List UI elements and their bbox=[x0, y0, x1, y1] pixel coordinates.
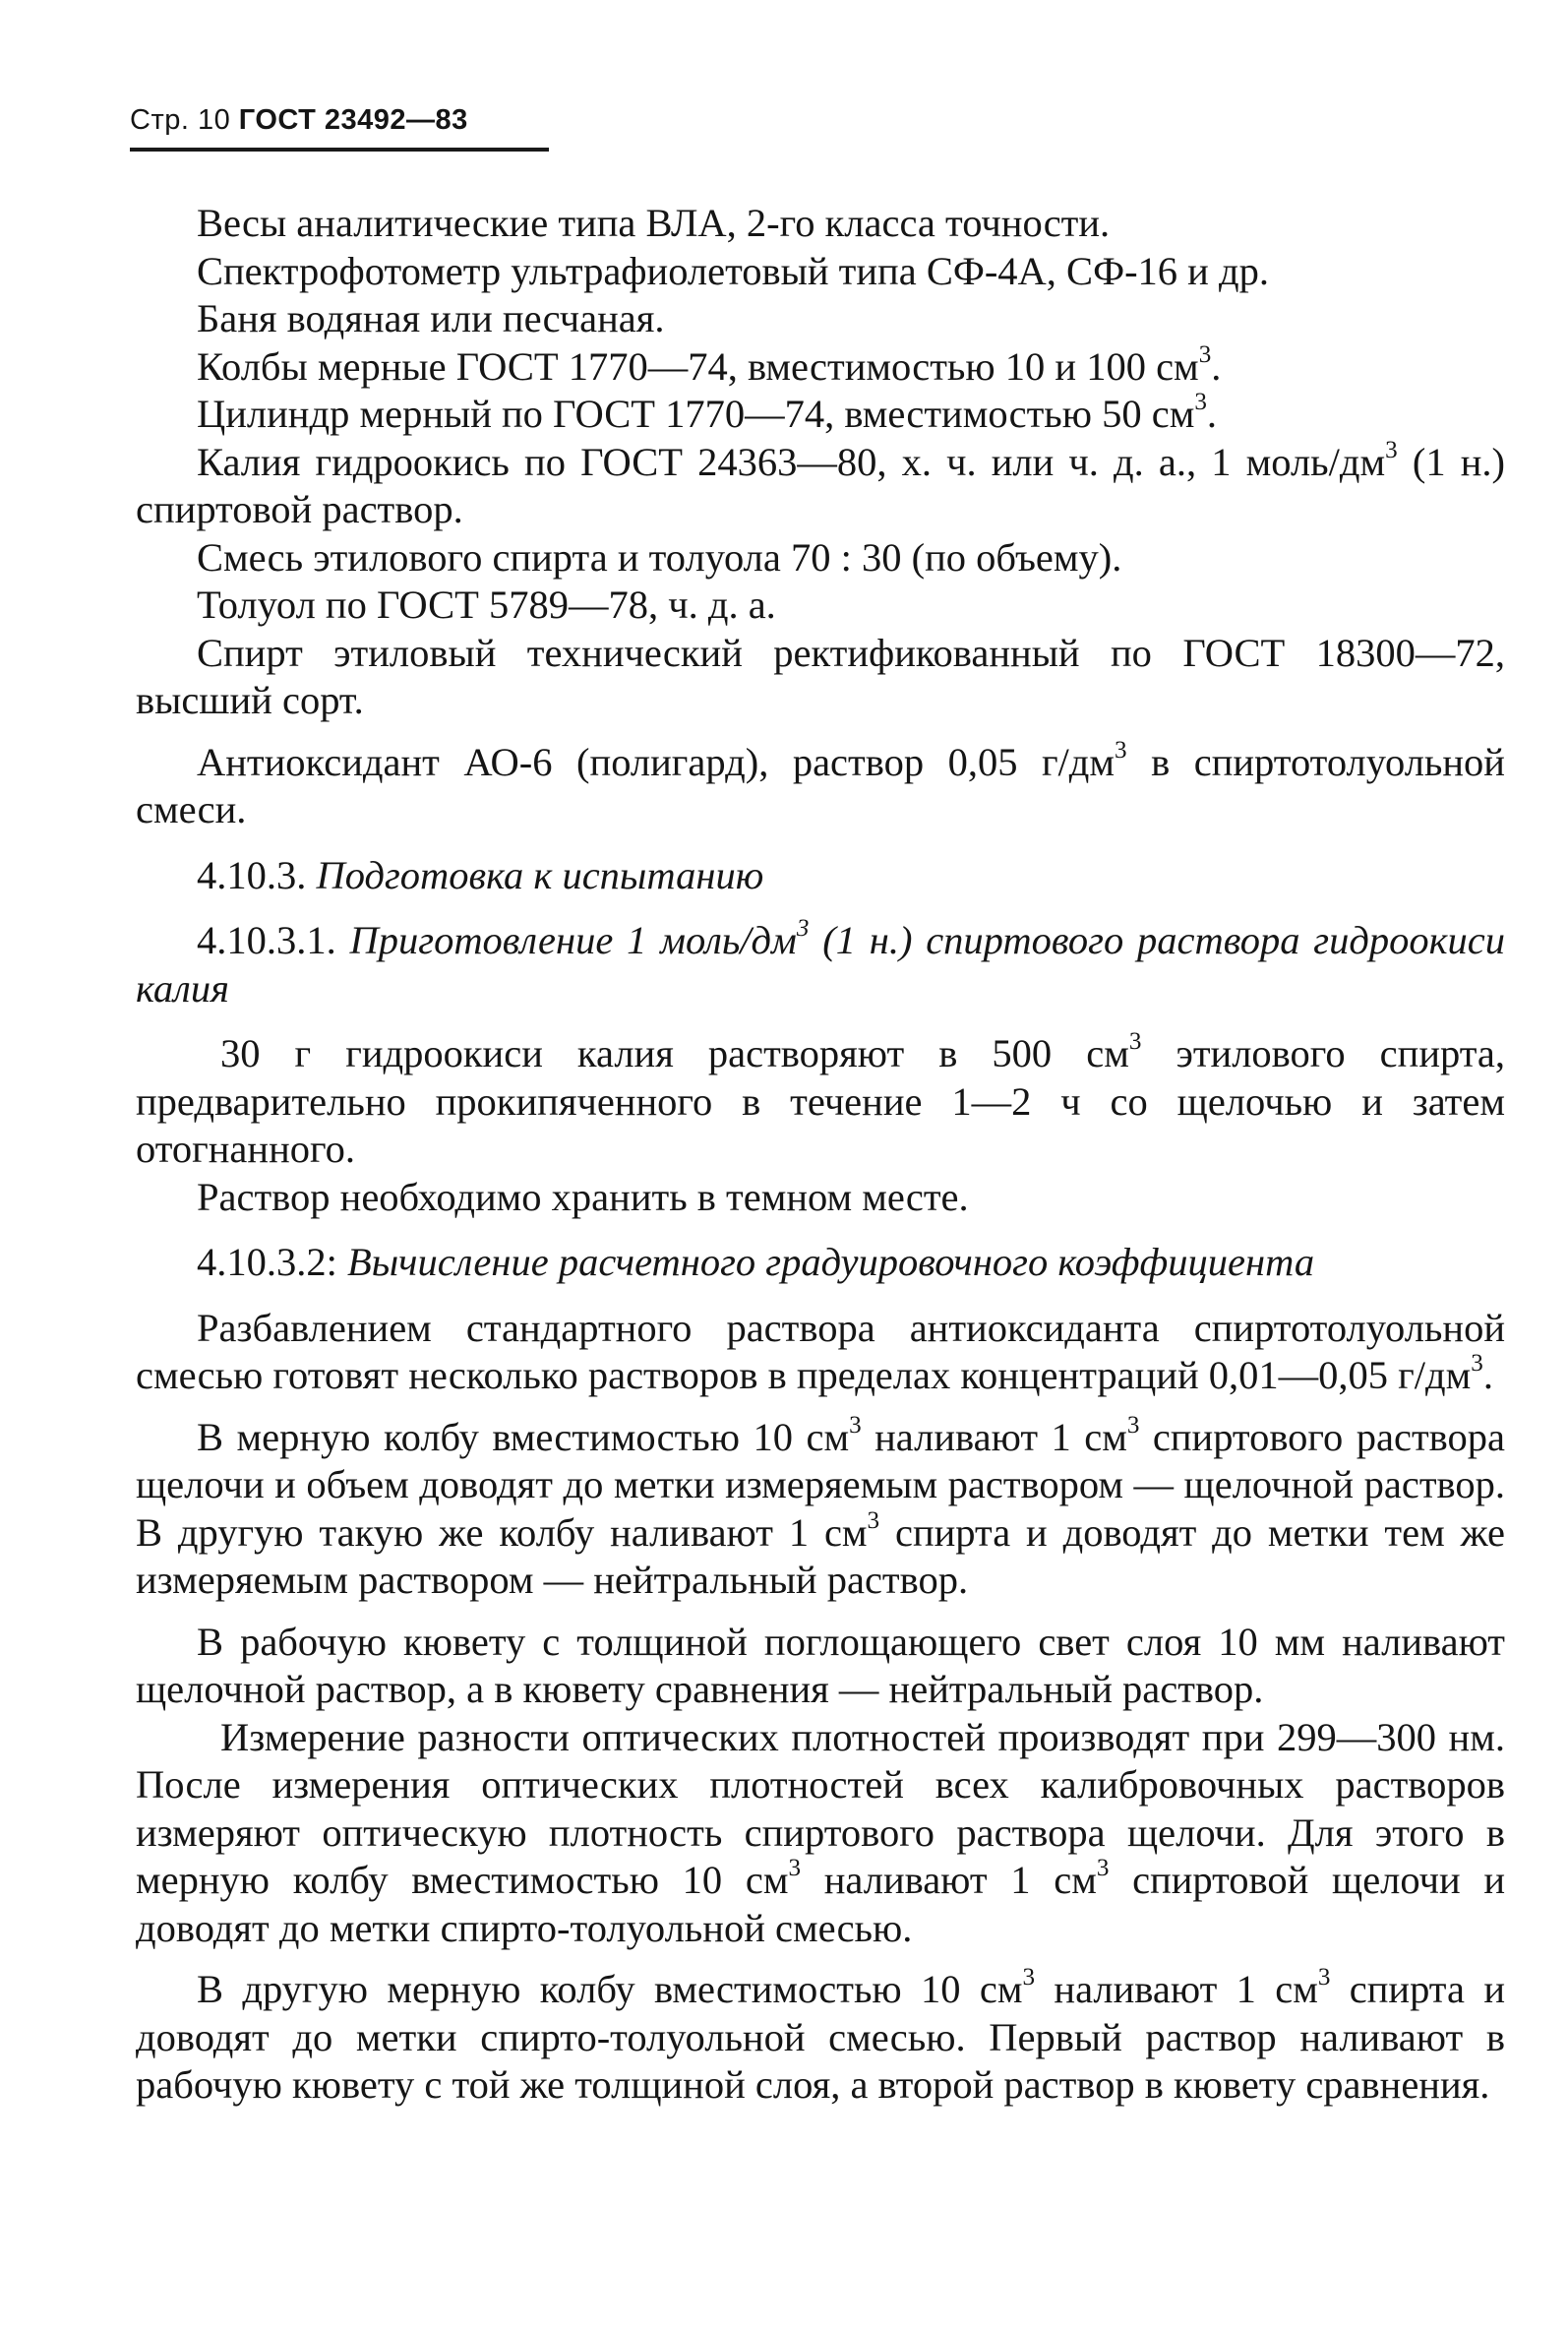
paragraph-measurement: Измерение разности оптических плотностей производят при 299—300 нм. После измерения оптических плотностей всех калибровочных растворов измеряют оптическую плотность спиртового раствора щелочи. Для этого в мерную колбу вместимостью 10 $см^3$ наливают 1 $см^3$ спиртовой щелочи и доводят до метки спирто-толуольной смесью. bbox=[136, 1714, 1506, 1950]
reagent-koh: Калия гидроокись по ГОСТ 24363—80, х. ч. или ч. д. а., 1 моль/$дм^3$ (1 н.) спиртовой раствор. bbox=[136, 436, 1505, 531]
document-body bbox=[136, 200, 1505, 2110]
reagent-scales: Весы аналитические типа ВЛА, 2-го класса точности. bbox=[197, 201, 1111, 245]
paragraph-dilution: Разбавлением стандартного раствора антиоксиданта спиртотолуольной смесью готовят несколько растворов в пределах концентраций 0,01—0,05 $г/дм^3$. bbox=[136, 1305, 1505, 1397]
reagent-spectrophotometer: Спектрофотометр ультрафиолетовый типа СФ-4А, СФ-16 и др. bbox=[197, 248, 1269, 293]
section-heading-4-10-3-1: 4.10.3.1. Приготовление 1 моль/$дм^3$ (1 н.) спиртового раствора гидроокиси калия bbox=[136, 914, 1505, 1011]
paragraph-second-flask: В другую мерную колбу вместимостью 10 $см^3$ наливают 1 $см^3$ спирта и доводят до метки спирто-толуольной смесью. Первый раствор наливают в рабочую кювету с той же толщиной слоя, а второй раствор в кювету сравнения. bbox=[136, 1963, 1506, 2107]
reagent-mixture: Смесь этилового спирта и толуола 70 : 30 (по объему). bbox=[197, 534, 1122, 580]
paragraph-flask-solutions: В мерную колбу вместимостью 10 $см^3$ наливают 1 $см^3$ спиртового раствора щелочи и объем доводят до метки измеряемым раствором — щелочной раствор. В другую такую же колбу наливают 1 $см^3$ спирта и доводят до метки тем же измеряемым раствором — нейтральный раствор. bbox=[136, 1411, 1505, 1602]
standard-number: ГОСТ 23492—83 bbox=[238, 104, 468, 136]
section-heading-4-10-3: 4.10.3. Подготовка к испытанию bbox=[197, 852, 764, 897]
reagent-ethanol: Спирт этиловый технический ректификованный по ГОСТ 18300—72, высший сорт. bbox=[136, 630, 1505, 722]
paragraph-koh-preparation: 30 г гидроокиси калия растворяют в 500 $см^3$ этилового спирта, предварительно прокипяченного в течение 1—2 ч со щелочью и затем отогнанного. bbox=[136, 1027, 1506, 1171]
header-rule bbox=[130, 148, 549, 152]
paragraph-cuvette: В рабочую кювету с толщиной поглощающего свет слоя 10 мм наливают щелочной раствор, а в кювету сравнения — нейтральный раствор. bbox=[136, 1619, 1505, 1711]
reagent-antioxidant: Антиоксидант АО-6 (полигард), раствор 0,05 $г/дм^3$ в спиртотолуольной смеси. bbox=[136, 736, 1505, 831]
reagent-toluene: Толуол по ГОСТ 5789—78, ч. д. а. bbox=[197, 582, 776, 627]
paragraph-storage: Раствор необходимо хранить в темном месте. bbox=[197, 1174, 969, 1219]
reagent-flasks: Колбы мерные ГОСТ 1770—74, вместимостью 10 и 100 $см^3$. bbox=[197, 340, 1222, 389]
section-heading-4-10-3-2: 4.10.3.2: Вычисление расчетного градуировочного коэффициента bbox=[197, 1240, 1315, 1284]
reagent-bath: Баня водяная или песчаная. bbox=[197, 296, 665, 340]
reagent-cylinder: Цилиндр мерный по ГОСТ 1770—74, вместимостью 50 $см^3$. bbox=[197, 388, 1218, 436]
page-header bbox=[130, 104, 468, 137]
page-number-label: Стр. 10 bbox=[130, 104, 231, 136]
